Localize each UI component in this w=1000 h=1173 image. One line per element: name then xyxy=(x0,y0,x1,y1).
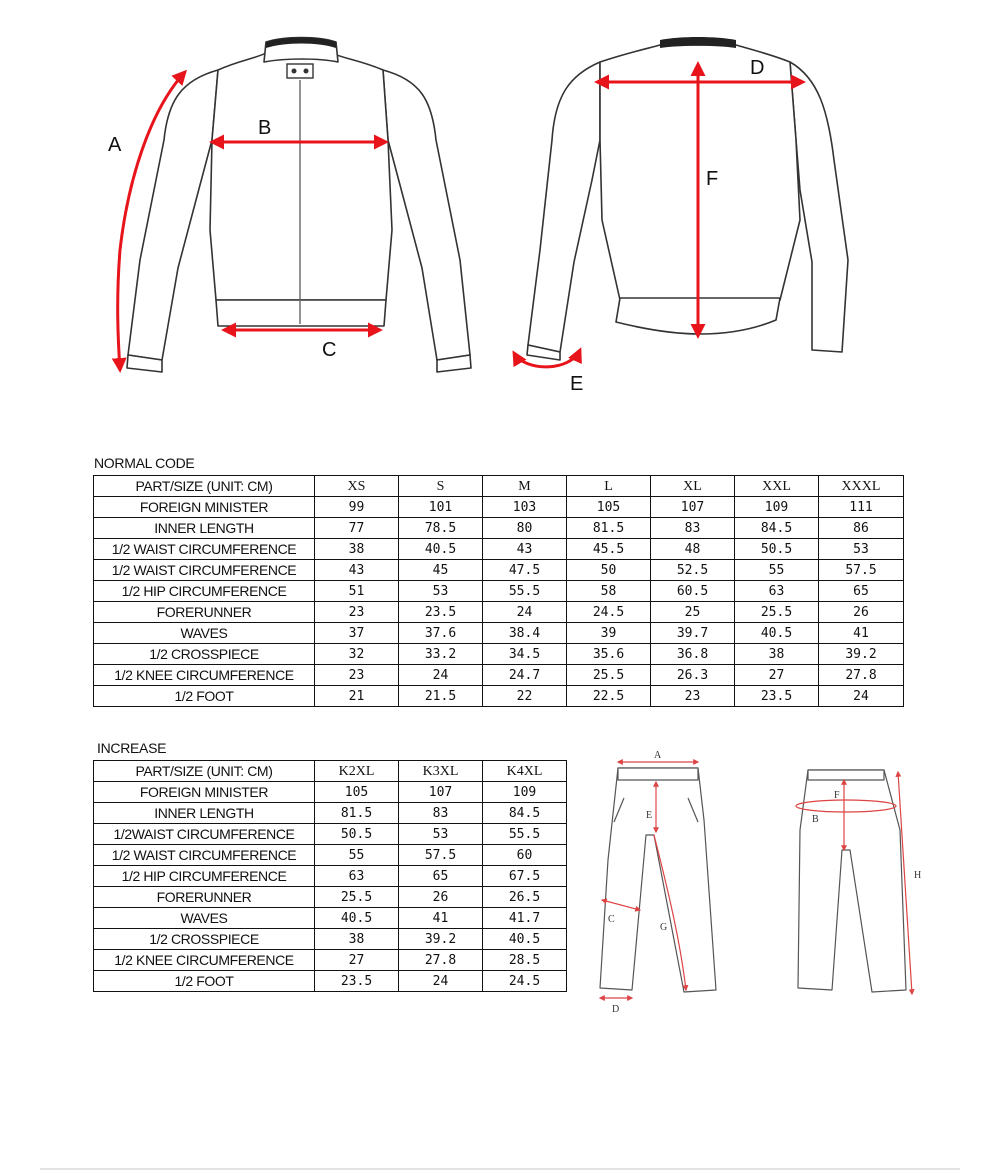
measurement-cell: 78.5 xyxy=(399,518,483,539)
measurement-cell: 41.7 xyxy=(483,908,567,929)
measurement-cell: 41 xyxy=(399,908,483,929)
measurement-cell: 24 xyxy=(399,665,483,686)
measurement-cell: 24 xyxy=(483,602,567,623)
pants-front-drawing xyxy=(600,768,716,992)
measurement-cell: 37 xyxy=(315,623,399,644)
table-row xyxy=(94,824,567,845)
measurement-cell: 40.5 xyxy=(735,623,819,644)
label-a: A xyxy=(108,134,122,156)
size-header: S xyxy=(399,476,483,497)
measurement-cell: 99 xyxy=(315,497,399,518)
measurement-cell: 25.5 xyxy=(315,887,399,908)
measurement-cell: 86 xyxy=(819,518,904,539)
size-header: XS xyxy=(315,476,399,497)
size-header: K2XL xyxy=(315,761,399,782)
collar-button xyxy=(304,69,309,74)
measurement-cell: 80 xyxy=(483,518,567,539)
row-label: 1/2 FOOT xyxy=(94,971,315,992)
measurement-cell: 51 xyxy=(315,581,399,602)
row-label: FORERUNNER xyxy=(94,602,315,623)
measurement-cell: 109 xyxy=(735,497,819,518)
measurement-cell: 26.3 xyxy=(651,665,735,686)
measurement-cell: 23 xyxy=(315,602,399,623)
pants-label-e: E xyxy=(646,810,653,821)
measurement-cell: 36.8 xyxy=(651,644,735,665)
measurement-cell: 53 xyxy=(819,539,904,560)
jacket-front-drawing xyxy=(127,38,471,373)
measurement-cell: 23 xyxy=(651,686,735,707)
measurement-cell: 84.5 xyxy=(735,518,819,539)
measurement-cell: 22 xyxy=(483,686,567,707)
measurement-cell: 81.5 xyxy=(567,518,651,539)
measurement-cell: 37.6 xyxy=(399,623,483,644)
measurement-cell: 48 xyxy=(651,539,735,560)
measurement-cell: 24 xyxy=(819,686,904,707)
increase-title: INCREASE xyxy=(97,740,167,756)
measurement-cell: 63 xyxy=(315,866,399,887)
table-row xyxy=(94,929,567,950)
measurement-cell: 58 xyxy=(567,581,651,602)
measurement-cell: 27 xyxy=(315,950,399,971)
measurement-cell: 77 xyxy=(315,518,399,539)
measurement-cell: 26.5 xyxy=(483,887,567,908)
table-header-row xyxy=(94,761,567,782)
row-label: INNER LENGTH xyxy=(94,518,315,539)
page-bottom-divider xyxy=(40,1168,960,1170)
measurement-cell: 23.5 xyxy=(315,971,399,992)
row-label: INNER LENGTH xyxy=(94,803,315,824)
measurement-cell: 55 xyxy=(735,560,819,581)
row-label: 1/2 WAIST CIRCUMFERENCE xyxy=(94,539,315,560)
measurement-cell: 67.5 xyxy=(483,866,567,887)
table-header-row xyxy=(94,476,904,497)
part-size-header: PART/SIZE (UNIT: CM) xyxy=(94,761,315,782)
measurement-cell: 38 xyxy=(315,539,399,560)
measurement-cell: 50.5 xyxy=(315,824,399,845)
size-header: XL xyxy=(651,476,735,497)
table-row xyxy=(94,866,567,887)
pants-label-d: D xyxy=(612,1004,620,1015)
label-f: F xyxy=(706,168,719,190)
measurement-cell: 52.5 xyxy=(651,560,735,581)
measurement-cell: 41 xyxy=(819,623,904,644)
row-label: 1/2 KNEE CIRCUMFERENCE xyxy=(94,950,315,971)
row-label: 1/2 CROSSPIECE xyxy=(94,644,315,665)
measurement-cell: 38 xyxy=(315,929,399,950)
measurement-cell: 83 xyxy=(399,803,483,824)
measurement-cell: 26 xyxy=(399,887,483,908)
measurement-cell: 23.5 xyxy=(735,686,819,707)
pants-label-b: B xyxy=(812,814,819,825)
measurement-cell: 55.5 xyxy=(483,824,567,845)
measurement-cell: 39.7 xyxy=(651,623,735,644)
row-label: FOREIGN MINISTER xyxy=(94,782,315,803)
measurement-cell: 83 xyxy=(651,518,735,539)
table-row xyxy=(94,845,567,866)
table-row xyxy=(94,686,904,707)
row-label: WAVES xyxy=(94,623,315,644)
measurement-cell: 26 xyxy=(819,602,904,623)
measurement-cell: 107 xyxy=(651,497,735,518)
measurement-cell: 109 xyxy=(483,782,567,803)
normal-code-title: NORMAL CODE xyxy=(94,455,195,471)
measurement-cell: 53 xyxy=(399,581,483,602)
measurement-cell: 47.5 xyxy=(483,560,567,581)
pants-label-h: H xyxy=(914,870,922,881)
size-header: XXL xyxy=(735,476,819,497)
table-row xyxy=(94,950,567,971)
measurement-cell: 65 xyxy=(819,581,904,602)
row-label: WAVES xyxy=(94,908,315,929)
measurement-cell: 28.5 xyxy=(483,950,567,971)
measurement-cell: 60 xyxy=(483,845,567,866)
collar-tab xyxy=(287,64,313,78)
label-c: C xyxy=(322,339,337,361)
row-label: FORERUNNER xyxy=(94,887,315,908)
measurement-cell: 35.6 xyxy=(567,644,651,665)
table-row xyxy=(94,560,904,581)
measurement-cell: 50 xyxy=(567,560,651,581)
measurement-cell: 65 xyxy=(399,866,483,887)
measurement-cell: 23.5 xyxy=(399,602,483,623)
row-label: FOREIGN MINISTER xyxy=(94,497,315,518)
measurement-cell: 50.5 xyxy=(735,539,819,560)
row-label: 1/2 CROSSPIECE xyxy=(94,929,315,950)
measurement-cell: 34.5 xyxy=(483,644,567,665)
measurement-cell: 45.5 xyxy=(567,539,651,560)
measurement-cell: 21.5 xyxy=(399,686,483,707)
row-label: 1/2 FOOT xyxy=(94,686,315,707)
measurement-cell: 57.5 xyxy=(399,845,483,866)
measurement-cell: 55.5 xyxy=(483,581,567,602)
table-row xyxy=(94,602,904,623)
measurement-cell: 39.2 xyxy=(399,929,483,950)
table-row xyxy=(94,887,567,908)
measurement-cell: 39.2 xyxy=(819,644,904,665)
measurement-cell: 27.8 xyxy=(819,665,904,686)
row-label: 1/2 HIP CIRCUMFERENCE xyxy=(94,866,315,887)
measurement-cell: 38.4 xyxy=(483,623,567,644)
pants-label-c: C xyxy=(608,914,615,925)
measurement-cell: 101 xyxy=(399,497,483,518)
measurement-cell: 57.5 xyxy=(819,560,904,581)
table-row xyxy=(94,518,904,539)
table-row xyxy=(94,623,904,644)
table-row xyxy=(94,908,567,929)
measurement-cell: 84.5 xyxy=(483,803,567,824)
size-header: L xyxy=(567,476,651,497)
size-header: XXXL xyxy=(819,476,904,497)
measurement-cell: 24.5 xyxy=(567,602,651,623)
measurement-cell: 27.8 xyxy=(399,950,483,971)
measurement-cell: 23 xyxy=(315,665,399,686)
size-header: K4XL xyxy=(483,761,567,782)
measurement-cell: 45 xyxy=(399,560,483,581)
size-header: M xyxy=(483,476,567,497)
row-label: 1/2 WAIST CIRCUMFERENCE xyxy=(94,845,315,866)
table-row xyxy=(94,665,904,686)
collar-button xyxy=(292,69,297,74)
measurement-cell: 24.5 xyxy=(483,971,567,992)
table-row xyxy=(94,581,904,602)
label-b: B xyxy=(258,117,272,139)
pants-label-g: G xyxy=(660,922,668,933)
table-row xyxy=(94,803,567,824)
measurement-cell: 43 xyxy=(483,539,567,560)
measurement-cell: 25.5 xyxy=(567,665,651,686)
measurement-cell: 107 xyxy=(399,782,483,803)
measurement-cell: 43 xyxy=(315,560,399,581)
measurement-cell: 103 xyxy=(483,497,567,518)
table-row xyxy=(94,971,567,992)
increase-size-table xyxy=(93,760,567,992)
pants-label-f: F xyxy=(834,790,840,801)
measurement-cell: 40.5 xyxy=(315,908,399,929)
row-label: 1/2 KNEE CIRCUMFERENCE xyxy=(94,665,315,686)
measurement-cell: 25.5 xyxy=(735,602,819,623)
jacket-measurement-diagram xyxy=(0,0,1000,420)
table-row xyxy=(94,497,904,518)
measurement-cell: 105 xyxy=(315,782,399,803)
measurement-cell: 27 xyxy=(735,665,819,686)
measurement-cell: 55 xyxy=(315,845,399,866)
measurement-cell: 63 xyxy=(735,581,819,602)
table-row xyxy=(94,539,904,560)
table-row xyxy=(94,782,567,803)
measurement-cell: 40.5 xyxy=(399,539,483,560)
row-label: 1/2 WAIST CIRCUMFERENCE xyxy=(94,560,315,581)
pants-label-a: A xyxy=(654,750,662,761)
table-row xyxy=(94,644,904,665)
row-label: 1/2WAIST CIRCUMFERENCE xyxy=(94,824,315,845)
measurement-cell: 22.5 xyxy=(567,686,651,707)
part-size-header: PART/SIZE (UNIT: CM) xyxy=(94,476,315,497)
measurement-cell: 53 xyxy=(399,824,483,845)
measurement-cell: 105 xyxy=(567,497,651,518)
size-header: K3XL xyxy=(399,761,483,782)
row-label: 1/2 HIP CIRCUMFERENCE xyxy=(94,581,315,602)
normal-size-table xyxy=(93,475,904,707)
measurement-cell: 81.5 xyxy=(315,803,399,824)
measurement-cell: 24 xyxy=(399,971,483,992)
pants-measurement-diagram xyxy=(580,740,960,1030)
measurement-cell: 38 xyxy=(735,644,819,665)
jacket-back-drawing xyxy=(527,45,848,360)
measurement-cell: 24.7 xyxy=(483,665,567,686)
label-e: E xyxy=(570,373,584,395)
measurement-cell: 60.5 xyxy=(651,581,735,602)
measurement-cell: 25 xyxy=(651,602,735,623)
measurement-cell: 40.5 xyxy=(483,929,567,950)
measurement-cell: 32 xyxy=(315,644,399,665)
measurement-cell: 111 xyxy=(819,497,904,518)
measurement-cell: 21 xyxy=(315,686,399,707)
measurement-cell: 39 xyxy=(567,623,651,644)
label-d: D xyxy=(750,57,765,79)
measurement-cell: 33.2 xyxy=(399,644,483,665)
